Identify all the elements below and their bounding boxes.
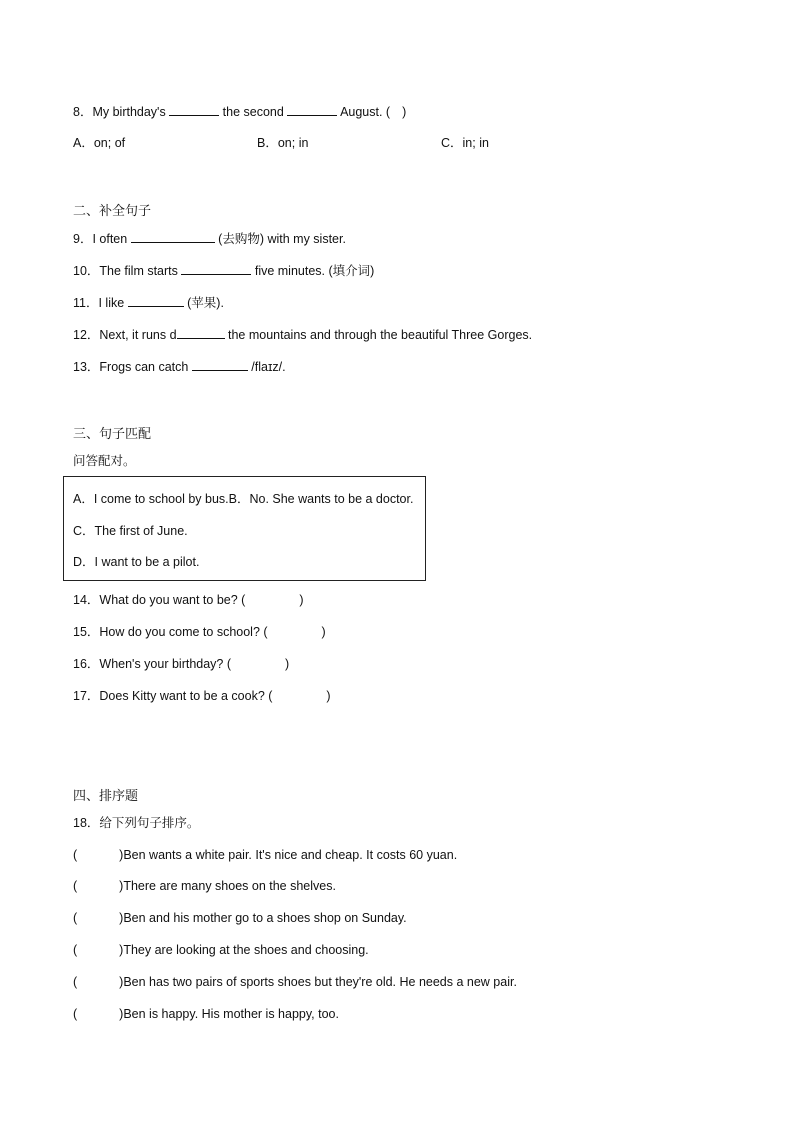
answer-blank[interactable] bbox=[128, 294, 184, 307]
order-item bbox=[73, 910, 407, 926]
question-12 bbox=[73, 326, 532, 343]
order-item bbox=[73, 1006, 339, 1022]
order-text: There are many shoes on the shelves. bbox=[123, 879, 336, 893]
question-text: My birthday's bbox=[92, 105, 170, 119]
section-title: 三、句子匹配 bbox=[73, 426, 152, 441]
match-option: A．I come to school by bus.B．No. She wants to be a doctor. bbox=[73, 492, 414, 506]
question-15 bbox=[73, 624, 326, 640]
question-text: the mountains and through the beautiful Three Gorges. bbox=[224, 328, 533, 342]
option-label: C． bbox=[441, 136, 463, 150]
option-c[interactable] bbox=[441, 135, 489, 151]
paren-close: ) bbox=[119, 975, 124, 989]
order-text: Ben and his mother go to a shoes shop on Sunday. bbox=[123, 911, 407, 925]
option-b[interactable] bbox=[257, 135, 308, 151]
order-text: Ben is happy. His mother is happy, too. bbox=[123, 1007, 339, 1021]
option-text: in; in bbox=[462, 136, 489, 150]
paren-open: ( bbox=[73, 848, 78, 862]
question-text: ) bbox=[402, 105, 407, 119]
answer-blank[interactable] bbox=[131, 230, 215, 243]
question-number: 14． bbox=[73, 593, 100, 607]
question-number: 17． bbox=[73, 689, 100, 703]
question-17 bbox=[73, 688, 331, 704]
option-label: A． bbox=[73, 136, 94, 150]
question-text: /flaɪz/. bbox=[247, 360, 286, 374]
question-number: 10． bbox=[73, 264, 100, 278]
question-text: The film starts bbox=[99, 264, 182, 278]
option-a[interactable] bbox=[73, 135, 125, 151]
question-9 bbox=[73, 230, 346, 247]
question-18: 18．给下列句子排序。 bbox=[73, 816, 200, 830]
answer-blank[interactable] bbox=[287, 103, 337, 116]
answer-blank[interactable] bbox=[177, 326, 225, 339]
option-label: B． bbox=[257, 136, 278, 150]
question-text: (去购物) with my sister. bbox=[214, 232, 346, 246]
question-number: 8． bbox=[73, 105, 93, 119]
question-16 bbox=[73, 656, 289, 672]
order-text: They are looking at the shoes and choosing. bbox=[123, 943, 369, 957]
match-option: D．I want to be a pilot. bbox=[73, 555, 200, 569]
answer-blank[interactable] bbox=[181, 262, 251, 275]
paren-open: ( bbox=[73, 879, 78, 893]
order-text: Ben has two pairs of sports shoes but they're old. He needs a new pair. bbox=[123, 975, 517, 989]
option-text: on; of bbox=[93, 136, 126, 150]
paren-close: ) bbox=[119, 943, 124, 957]
question-text: I often bbox=[92, 232, 131, 246]
paren-close: ) bbox=[326, 689, 331, 703]
answer-blank[interactable] bbox=[169, 103, 219, 116]
question-8 bbox=[73, 103, 406, 120]
question-text: the second bbox=[219, 105, 288, 119]
paren-close: ) bbox=[321, 625, 326, 639]
section-title: 二、补全句子 bbox=[73, 203, 152, 218]
question-text: (苹果). bbox=[183, 296, 224, 310]
paren-open: ( bbox=[73, 911, 78, 925]
question-text: five minutes. (填介词) bbox=[251, 264, 375, 278]
paren-open: ( bbox=[73, 943, 78, 957]
order-item bbox=[73, 847, 457, 863]
question-number: 12． bbox=[73, 328, 100, 342]
question-number: 13． bbox=[73, 360, 100, 374]
paren-close: ) bbox=[119, 911, 124, 925]
question-text: Frogs can catch bbox=[99, 360, 192, 374]
question-14 bbox=[73, 592, 304, 608]
option-text: on; in bbox=[277, 136, 309, 150]
question-number: 11． bbox=[73, 296, 99, 310]
question-10 bbox=[73, 262, 374, 279]
question-11 bbox=[73, 294, 224, 311]
question-text: Does Kitty want to be a cook? ( bbox=[99, 689, 273, 703]
question-text: What do you want to be? ( bbox=[99, 593, 246, 607]
paren-open: ( bbox=[73, 975, 78, 989]
question-number: 15． bbox=[73, 625, 100, 639]
paren-close: ) bbox=[119, 1007, 124, 1021]
match-option: C．The first of June. bbox=[73, 524, 188, 538]
paren-close: ) bbox=[299, 593, 304, 607]
question-text: Next, it runs d bbox=[99, 328, 177, 342]
section-instruction: 问答配对。 bbox=[73, 454, 136, 468]
order-item bbox=[73, 878, 336, 894]
question-13 bbox=[73, 358, 286, 375]
paren-close: ) bbox=[119, 848, 124, 862]
paren-open: ( bbox=[73, 1007, 78, 1021]
options-box bbox=[63, 476, 426, 581]
paren-close: ) bbox=[119, 879, 124, 893]
paren-close: ) bbox=[285, 657, 290, 671]
order-item bbox=[73, 942, 369, 958]
section-title: 四、排序题 bbox=[73, 788, 139, 803]
question-text: I like bbox=[98, 296, 128, 310]
order-item bbox=[73, 974, 517, 990]
order-text: Ben wants a white pair. It's nice and cheap. It costs 60 yuan. bbox=[123, 848, 458, 862]
answer-blank[interactable] bbox=[192, 358, 248, 371]
question-text: August. ( bbox=[337, 105, 391, 119]
question-text: When's your birthday? ( bbox=[99, 657, 232, 671]
question-number: 9． bbox=[73, 232, 93, 246]
question-number: 16． bbox=[73, 657, 100, 671]
question-text: How do you come to school? ( bbox=[99, 625, 268, 639]
